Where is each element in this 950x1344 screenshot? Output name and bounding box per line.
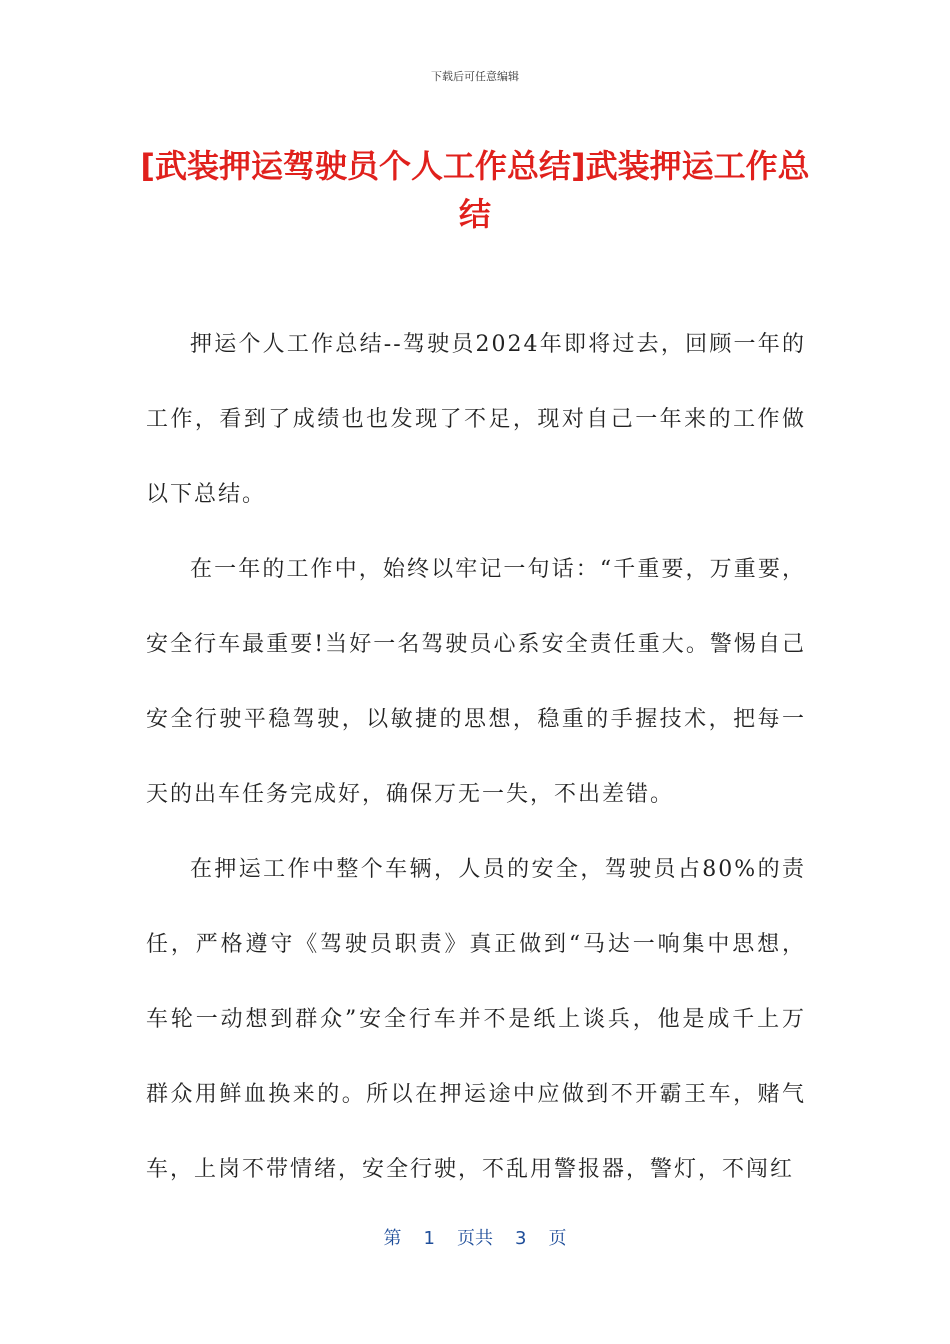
footer-middle: 页共 [457, 1228, 493, 1249]
footer-current-page: 1 [423, 1228, 435, 1249]
document-title: [武装押运驾驶员个人工作总结]武装押运工作总结 [140, 147, 810, 233]
footer-suffix: 页 [548, 1228, 567, 1249]
header-note: 下载后可任意编辑 [431, 70, 519, 83]
paragraph-1: 押运个人工作总结--驾驶员2024年即将过去，回顾一年的工作，看到了成绩也也发现了不足，现对自己一年来的工作做以下总结。 [146, 332, 806, 507]
page-footer [0, 1224, 950, 1250]
paragraph-2: 在一年的工作中，始终以牢记一句话：“千重要，万重要，安全行车最重要!当好一名驾驶员心系安全责任重大。警惕自己安全行驶平稳驾驶，以敏捷的思想，稳重的手握技术，把每一天的出车任务完成好，确保万无一失，不出差错。 [146, 557, 806, 807]
footer-total-pages: 3 [515, 1228, 527, 1249]
document-body [146, 307, 806, 1207]
paragraph-3: 在押运工作中整个车辆，人员的安全，驾驶员占80%的责任，严格遵守《驾驶员职责》真正做到“马达一响集中思想，车轮一动想到群众”安全行车并不是纸上谈兵，他是成千上万群众用鲜血换来的。所以在押运途中应做到不开霸王车，赌气车，上岗不带情绪，安全行驶，不乱用警报器，警灯，不闯红 [146, 857, 806, 1182]
footer-prefix: 第 [383, 1228, 402, 1249]
